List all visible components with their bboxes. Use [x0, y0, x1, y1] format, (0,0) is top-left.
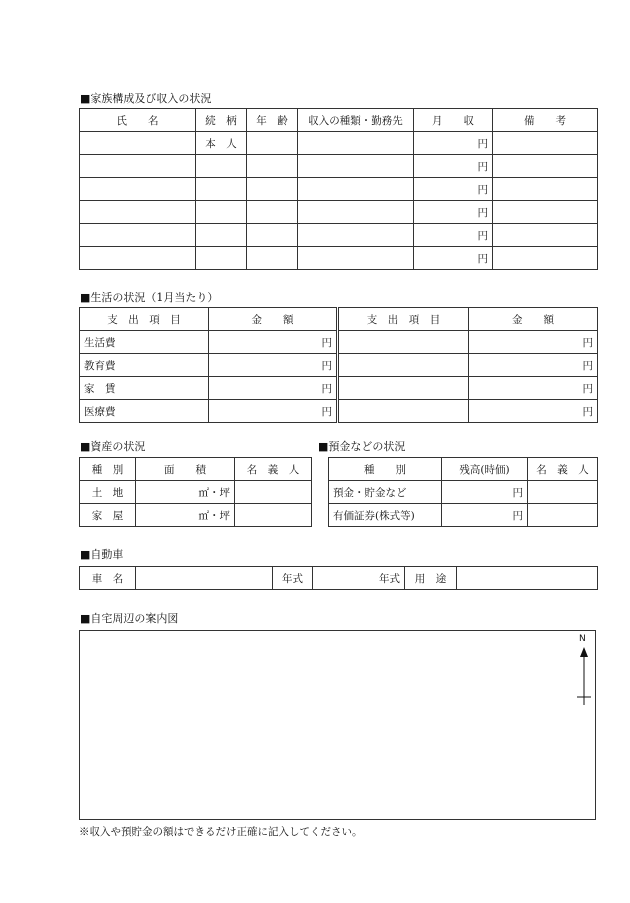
deposits-header-owner: 名 義 人 — [528, 458, 598, 481]
deposits-owner-cell[interactable] — [528, 481, 598, 504]
deposits-table — [328, 457, 598, 527]
family-name-cell[interactable] — [80, 155, 196, 178]
family-section-heading: ■家族構成及び収入の状況 — [80, 92, 212, 105]
car-year-label: 年式 — [273, 567, 313, 590]
assets-owner-cell[interactable] — [235, 504, 312, 527]
family-row — [80, 224, 598, 247]
deposits-row — [329, 504, 598, 527]
living-row — [80, 400, 598, 423]
living-section-heading: ■生活の状況（1月当たり） — [80, 291, 219, 304]
living-amount-left[interactable]: 円 — [209, 331, 338, 354]
family-employer-cell[interactable] — [298, 201, 414, 224]
deposits-header-balance: 残高(時価) — [442, 458, 528, 481]
family-age-cell[interactable] — [247, 247, 298, 270]
family-row — [80, 201, 598, 224]
family-employer-cell[interactable] — [298, 224, 414, 247]
family-header-name: 氏 名 — [80, 109, 196, 132]
assets-area-cell[interactable]: ㎡・坪 — [136, 504, 235, 527]
living-item-right[interactable] — [338, 377, 469, 400]
deposits-owner-cell[interactable] — [528, 504, 598, 527]
living-header-amount-left: 金 額 — [209, 308, 338, 331]
assets-header-owner: 名 義 人 — [235, 458, 312, 481]
north-arrow — [576, 635, 592, 707]
family-header-employer: 収入の種類・勤務先 — [298, 109, 414, 132]
footnote: ※収入や預貯金の額はできるだけ正確に記入してください。 — [79, 826, 363, 838]
living-header-item-right: 支 出 項 目 — [338, 308, 469, 331]
living-row — [80, 331, 598, 354]
deposits-header-type: 種 別 — [329, 458, 442, 481]
assets-type-cell: 家 屋 — [80, 504, 136, 527]
car-row — [80, 567, 598, 590]
family-income-cell[interactable]: 円 — [414, 155, 493, 178]
living-amount-left[interactable]: 円 — [209, 354, 338, 377]
family-remarks-cell[interactable] — [493, 155, 598, 178]
family-header-remarks: 備 考 — [493, 109, 598, 132]
family-age-cell[interactable] — [247, 132, 298, 155]
family-relation-cell[interactable] — [196, 224, 247, 247]
living-header-item-left: 支 出 項 目 — [80, 308, 209, 331]
living-amount-right[interactable]: 円 — [469, 377, 598, 400]
assets-section-heading: ■資産の状況 — [80, 440, 146, 453]
living-header-amount-right: 金 額 — [469, 308, 598, 331]
assets-area-cell[interactable]: ㎡・坪 — [136, 481, 235, 504]
family-row — [80, 178, 598, 201]
car-table — [79, 566, 598, 590]
assets-owner-cell[interactable] — [235, 481, 312, 504]
deposits-balance-cell[interactable]: 円 — [442, 504, 528, 527]
family-age-cell[interactable] — [247, 224, 298, 247]
car-use-label: 用 途 — [405, 567, 457, 590]
living-amount-left[interactable]: 円 — [209, 377, 338, 400]
assets-row — [80, 481, 312, 504]
map-drawing-area[interactable] — [79, 630, 596, 820]
family-relation-cell[interactable]: 本 人 — [196, 132, 247, 155]
family-employer-cell[interactable] — [298, 247, 414, 270]
family-employer-cell[interactable] — [298, 178, 414, 201]
deposits-section-heading: ■預金などの状況 — [318, 440, 406, 453]
family-header-relation: 続 柄 — [196, 109, 247, 132]
family-relation-cell[interactable] — [196, 247, 247, 270]
family-header-row — [80, 109, 598, 132]
living-item-right[interactable] — [338, 331, 469, 354]
family-age-cell[interactable] — [247, 178, 298, 201]
family-relation-cell[interactable] — [196, 155, 247, 178]
family-remarks-cell[interactable] — [493, 132, 598, 155]
living-row — [80, 377, 598, 400]
family-employer-cell[interactable] — [298, 132, 414, 155]
family-row — [80, 247, 598, 270]
assets-type-cell: 土 地 — [80, 481, 136, 504]
deposits-type-cell: 預金・貯金など — [329, 481, 442, 504]
family-name-cell[interactable] — [80, 132, 196, 155]
family-table — [79, 108, 598, 270]
family-remarks-cell[interactable] — [493, 224, 598, 247]
assets-header-area: 面 積 — [136, 458, 235, 481]
family-header-income: 月 収 — [414, 109, 493, 132]
living-amount-right[interactable]: 円 — [469, 331, 598, 354]
deposits-row — [329, 481, 598, 504]
car-use-cell[interactable] — [457, 567, 598, 590]
living-table — [79, 307, 598, 423]
car-section-heading: ■自動車 — [80, 548, 124, 561]
family-name-cell[interactable] — [80, 201, 196, 224]
family-age-cell[interactable] — [247, 201, 298, 224]
living-amount-left[interactable]: 円 — [209, 400, 338, 423]
deposits-balance-cell[interactable]: 円 — [442, 481, 528, 504]
family-income-cell[interactable]: 円 — [414, 224, 493, 247]
assets-table — [79, 457, 312, 527]
family-name-cell[interactable] — [80, 247, 196, 270]
living-header-row — [80, 308, 598, 331]
car-name-cell[interactable] — [136, 567, 273, 590]
living-row — [80, 354, 598, 377]
map-section-heading: ■自宅周辺の案内図 — [80, 612, 179, 625]
car-name-label: 車 名 — [80, 567, 136, 590]
living-item-left[interactable]: 医療費 — [80, 400, 209, 423]
family-relation-cell[interactable] — [196, 201, 247, 224]
family-income-cell[interactable]: 円 — [414, 247, 493, 270]
north-arrow-icon — [576, 647, 592, 707]
family-age-cell[interactable] — [247, 155, 298, 178]
family-income-cell[interactable]: 円 — [414, 178, 493, 201]
family-income-cell[interactable]: 円 — [414, 201, 493, 224]
family-name-cell[interactable] — [80, 224, 196, 247]
family-employer-cell[interactable] — [298, 155, 414, 178]
family-remarks-cell[interactable] — [493, 178, 598, 201]
car-year-cell[interactable]: 年式 — [313, 567, 405, 590]
living-amount-right[interactable]: 円 — [469, 400, 598, 423]
living-amount-right[interactable]: 円 — [469, 354, 598, 377]
deposits-type-cell: 有価証券(株式等) — [329, 504, 442, 527]
north-label: N — [579, 634, 586, 644]
living-item-right[interactable] — [338, 400, 469, 423]
assets-row — [80, 504, 312, 527]
family-remarks-cell[interactable] — [493, 247, 598, 270]
family-income-cell[interactable]: 円 — [414, 132, 493, 155]
family-relation-cell[interactable] — [196, 178, 247, 201]
living-item-left[interactable]: 家 賃 — [80, 377, 209, 400]
deposits-header-row — [329, 458, 598, 481]
living-item-right[interactable] — [338, 354, 469, 377]
living-item-left[interactable]: 生活費 — [80, 331, 209, 354]
family-remarks-cell[interactable] — [493, 201, 598, 224]
living-item-left[interactable]: 教育費 — [80, 354, 209, 377]
family-row — [80, 155, 598, 178]
family-header-age: 年 齢 — [247, 109, 298, 132]
assets-header-type: 種 別 — [80, 458, 136, 481]
family-row — [80, 132, 598, 155]
assets-header-row — [80, 458, 312, 481]
family-name-cell[interactable] — [80, 178, 196, 201]
